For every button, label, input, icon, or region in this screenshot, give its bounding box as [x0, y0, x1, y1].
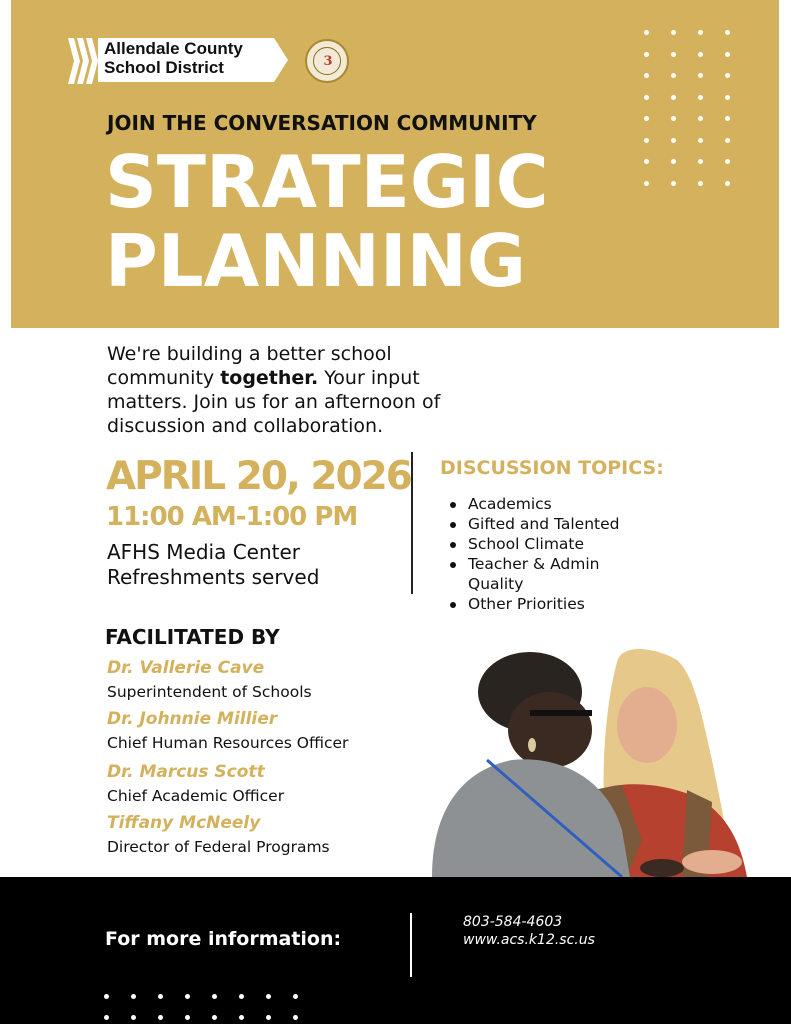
- decorative-dot: [644, 73, 649, 78]
- phone-number[interactable]: 803-584-4603: [463, 914, 563, 930]
- decorative-dot: [698, 138, 703, 143]
- title-line2: PLANNING: [105, 219, 527, 303]
- decorative-dot: [644, 159, 649, 164]
- list-item: Teacher & Admin Quality: [448, 554, 658, 594]
- list-item: Gifted and Talented: [448, 514, 658, 534]
- decorative-dot: [131, 994, 136, 999]
- district-name-line2: School District: [104, 58, 224, 77]
- decorative-dot: [725, 73, 730, 78]
- decorative-dot: [698, 30, 703, 35]
- list-item: Other Priorities: [448, 594, 658, 614]
- decorative-dot: [266, 994, 271, 999]
- list-item: Academics: [448, 494, 658, 514]
- facilitator-role: Chief Human Resources Officer: [107, 734, 349, 752]
- facilitator-name: Dr. Vallerie Cave: [107, 658, 265, 678]
- decorative-dot: [698, 95, 703, 100]
- topics-list: [448, 494, 658, 614]
- decorative-dot: [293, 1015, 298, 1020]
- intro-text-end: Your input matters. Join us for an afternoon of discussion and collaboration.: [107, 367, 441, 437]
- page-title: [105, 140, 549, 303]
- district-name: [104, 39, 243, 77]
- intro-paragraph: [107, 342, 487, 438]
- decorative-footer-dots: [100, 990, 310, 1024]
- decorative-dot: [671, 73, 676, 78]
- photo-two-women-icon: [412, 630, 791, 877]
- vertical-divider: [411, 452, 413, 594]
- facilitator-role: Chief Academic Officer: [107, 787, 285, 805]
- decorative-dot: [725, 181, 730, 186]
- decorative-dot: [644, 30, 649, 35]
- decorative-dot: [671, 30, 676, 35]
- decorative-dot: [725, 30, 730, 35]
- event-date: APRIL 20, 2026: [106, 454, 411, 499]
- topics-heading: DISCUSSION TOPICS:: [440, 457, 664, 479]
- facilitator-role: Director of Federal Programs: [107, 838, 330, 856]
- event-location: AFHS Media Center: [107, 540, 301, 564]
- decorative-dot: [239, 1015, 244, 1020]
- decorative-dot: [671, 159, 676, 164]
- decorative-dot: [698, 52, 703, 57]
- event-note: Refreshments served: [107, 565, 320, 589]
- decorative-dot: [644, 181, 649, 186]
- decorative-dot: [239, 994, 244, 999]
- decorative-dot: [671, 95, 676, 100]
- decorative-dot: [644, 116, 649, 121]
- decorative-dot: [725, 95, 730, 100]
- decorative-dot: [698, 159, 703, 164]
- decorative-dot: [644, 138, 649, 143]
- decorative-dot: [725, 138, 730, 143]
- title-line1: STRATEGIC: [105, 140, 549, 224]
- decorative-dot: [671, 116, 676, 121]
- chevron-logo-icon: [68, 38, 98, 84]
- decorative-dot: [104, 994, 109, 999]
- decorative-dot: [158, 994, 163, 999]
- district-seal-icon: [305, 39, 349, 83]
- website-link[interactable]: www.acs.k12.sc.us: [463, 932, 595, 948]
- decorative-dot-grid: [640, 26, 740, 191]
- decorative-dot: [671, 52, 676, 57]
- district-name-line1: Allendale County: [104, 39, 243, 58]
- kicker-text: JOIN THE CONVERSATION COMMUNITY: [107, 111, 537, 135]
- event-venue: [107, 540, 319, 590]
- decorative-dot: [671, 138, 676, 143]
- decorative-dot: [725, 116, 730, 121]
- decorative-dot: [725, 52, 730, 57]
- decorative-dot: [644, 52, 649, 57]
- decorative-dot: [644, 95, 649, 100]
- decorative-dot: [185, 994, 190, 999]
- facilitators-heading: FACILITATED BY: [105, 625, 280, 649]
- decorative-dot: [698, 181, 703, 186]
- decorative-dot: [293, 994, 298, 999]
- facilitator-name: Dr. Marcus Scott: [107, 762, 265, 782]
- facilitator-role: Superintendent of Schools: [107, 683, 312, 701]
- seal-label: 3: [323, 54, 333, 69]
- footer-divider: [410, 913, 412, 977]
- decorative-dot: [158, 1015, 163, 1020]
- intro-emphasis: together.: [220, 367, 319, 389]
- more-info-label: For more information:: [105, 928, 342, 950]
- decorative-dot: [698, 73, 703, 78]
- decorative-dot: [104, 1015, 109, 1020]
- decorative-dot: [212, 1015, 217, 1020]
- decorative-dot: [698, 116, 703, 121]
- event-time: 11:00 AM-1:00 PM: [106, 502, 358, 532]
- decorative-dot: [266, 1015, 271, 1020]
- decorative-dot: [725, 159, 730, 164]
- decorative-dot: [671, 181, 676, 186]
- list-item: School Climate: [448, 534, 658, 554]
- decorative-dot: [131, 1015, 136, 1020]
- facilitator-name: Dr. Johnnie Millier: [107, 709, 278, 729]
- intro-text-start: We're building a better school community: [107, 343, 392, 389]
- decorative-dot: [212, 994, 217, 999]
- facilitator-name: Tiffany McNeely: [107, 813, 261, 833]
- decorative-dot: [185, 1015, 190, 1020]
